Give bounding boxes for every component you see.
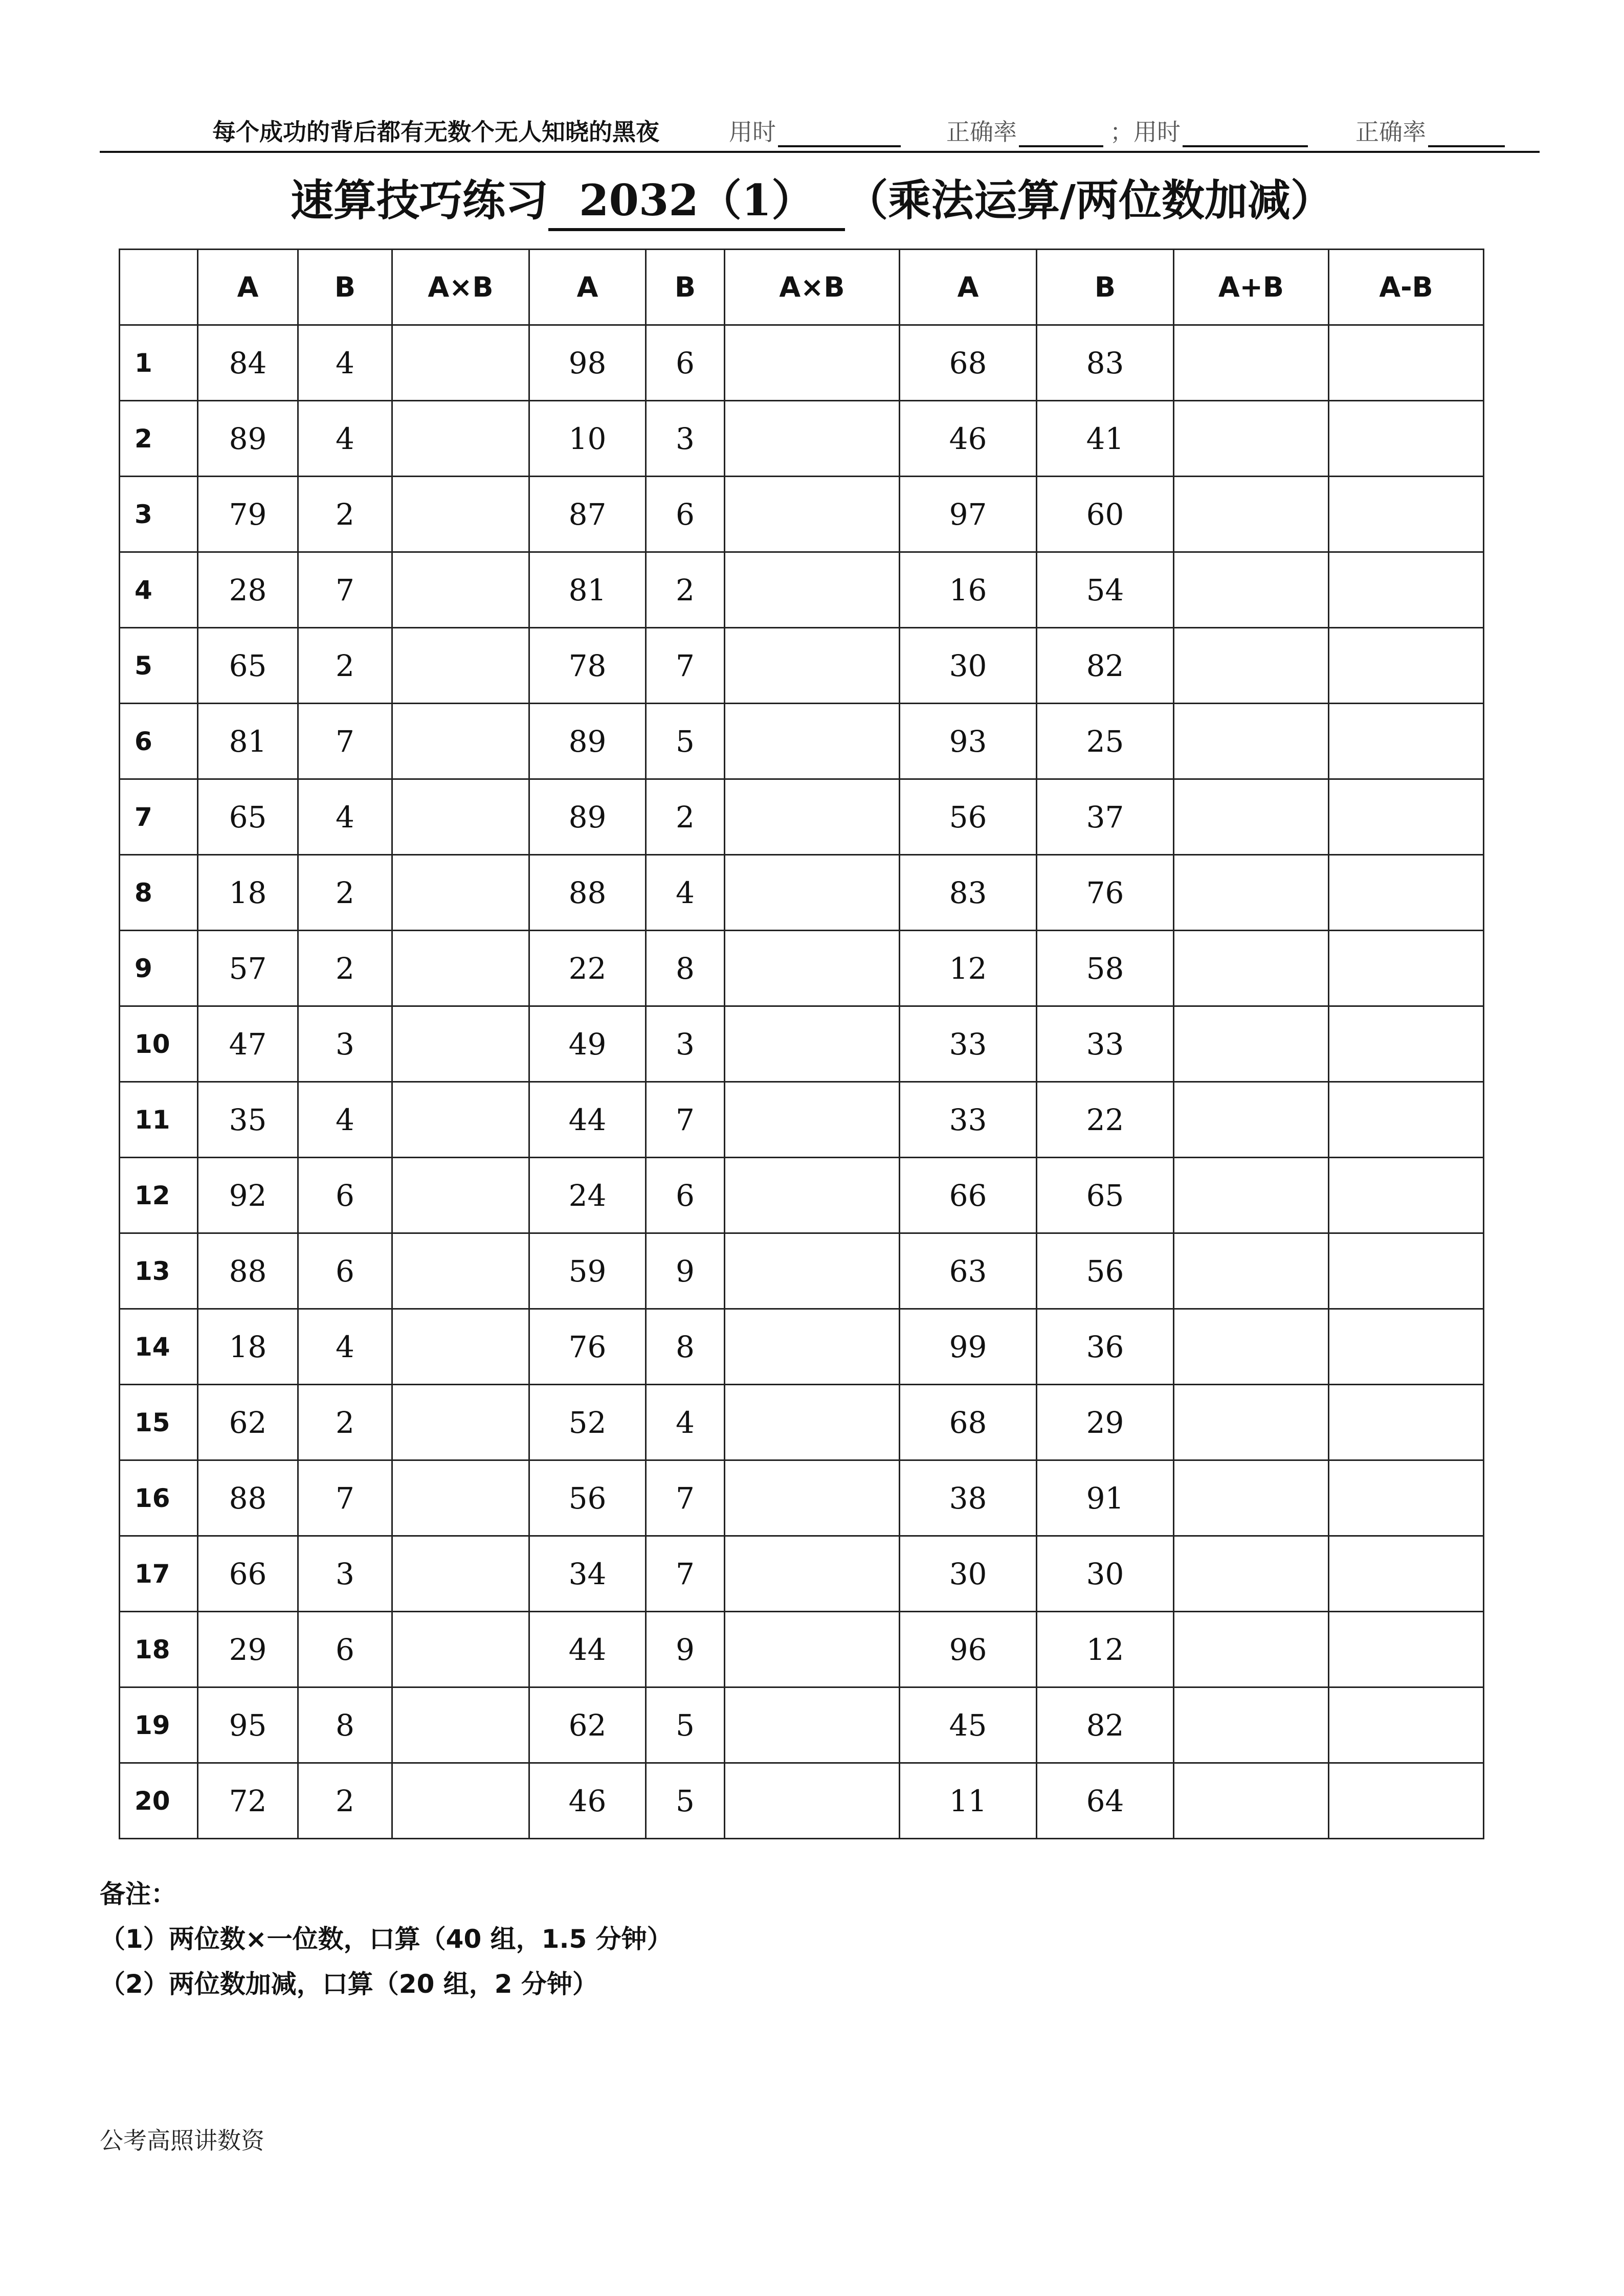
title-code: 2032（1） xyxy=(548,166,845,231)
table-row xyxy=(120,1460,1484,1536)
answer-product-1-cell[interactable] xyxy=(392,552,529,628)
operand-cell: 4 xyxy=(298,325,392,401)
answer-difference-cell[interactable] xyxy=(1329,779,1484,855)
col-header: A xyxy=(529,250,646,325)
answer-sum-cell[interactable] xyxy=(1174,1460,1329,1536)
row-number: 8 xyxy=(120,855,198,931)
answer-product-1-cell[interactable] xyxy=(392,628,529,704)
row-number: 18 xyxy=(120,1612,198,1687)
operand-cell: 72 xyxy=(198,1763,298,1839)
operand-cell: 4 xyxy=(646,855,725,931)
time-blank-2[interactable] xyxy=(1183,123,1308,147)
table-row xyxy=(120,1082,1484,1158)
answer-sum-cell[interactable] xyxy=(1174,1158,1329,1233)
answer-difference-cell[interactable] xyxy=(1329,1006,1484,1082)
operand-cell: 7 xyxy=(298,704,392,779)
table-row xyxy=(120,628,1484,704)
answer-product-2-cell[interactable] xyxy=(725,477,900,552)
operand-cell: 6 xyxy=(298,1612,392,1687)
operand-cell: 2 xyxy=(298,1763,392,1839)
operand-cell: 2 xyxy=(298,931,392,1006)
answer-product-2-cell[interactable] xyxy=(725,855,900,931)
operand-cell: 81 xyxy=(198,704,298,779)
answer-product-1-cell[interactable] xyxy=(392,1460,529,1536)
operand-cell: 29 xyxy=(1037,1385,1174,1460)
operand-cell: 66 xyxy=(900,1158,1037,1233)
row-number: 4 xyxy=(120,552,198,628)
table-header-row xyxy=(120,250,1484,325)
answer-product-2-cell[interactable] xyxy=(725,401,900,477)
answer-product-2-cell[interactable] xyxy=(725,1687,900,1763)
operand-cell: 8 xyxy=(298,1687,392,1763)
operand-cell: 89 xyxy=(529,704,646,779)
row-number: 20 xyxy=(120,1763,198,1839)
table-row xyxy=(120,1158,1484,1233)
operand-cell: 2 xyxy=(298,628,392,704)
operand-cell: 79 xyxy=(198,477,298,552)
table-row xyxy=(120,1763,1484,1839)
operand-cell: 62 xyxy=(198,1385,298,1460)
row-number: 7 xyxy=(120,779,198,855)
answer-difference-cell[interactable] xyxy=(1329,855,1484,931)
row-number: 9 xyxy=(120,931,198,1006)
operand-cell: 10 xyxy=(529,401,646,477)
operand-cell: 16 xyxy=(900,552,1037,628)
operand-cell: 82 xyxy=(1037,1687,1174,1763)
accuracy-label-1: 正确率 xyxy=(946,118,1017,146)
answer-product-1-cell[interactable] xyxy=(392,855,529,931)
answer-sum-cell[interactable] xyxy=(1174,1233,1329,1309)
operand-cell: 46 xyxy=(900,401,1037,477)
row-number: 6 xyxy=(120,704,198,779)
answer-sum-cell[interactable] xyxy=(1174,1385,1329,1460)
operand-cell: 30 xyxy=(900,1536,1037,1612)
answer-sum-cell[interactable] xyxy=(1174,401,1329,477)
answer-sum-cell[interactable] xyxy=(1174,552,1329,628)
operand-cell: 58 xyxy=(1037,931,1174,1006)
operand-cell: 4 xyxy=(298,779,392,855)
answer-product-2-cell[interactable] xyxy=(725,1006,900,1082)
operand-cell: 99 xyxy=(900,1309,1037,1385)
operand-cell: 7 xyxy=(646,1536,725,1612)
practice-table xyxy=(119,249,1484,1839)
answer-product-2-cell[interactable] xyxy=(725,931,900,1006)
answer-sum-cell[interactable] xyxy=(1174,779,1329,855)
accuracy-field-1 xyxy=(946,117,1103,147)
answer-difference-cell[interactable] xyxy=(1329,1612,1484,1687)
answer-difference-cell[interactable] xyxy=(1329,477,1484,552)
operand-cell: 34 xyxy=(529,1536,646,1612)
row-number: 3 xyxy=(120,477,198,552)
answer-sum-cell[interactable] xyxy=(1174,1763,1329,1839)
operand-cell: 7 xyxy=(646,1082,725,1158)
accuracy-blank-2[interactable] xyxy=(1428,123,1505,147)
table-row xyxy=(120,1233,1484,1309)
answer-product-1-cell[interactable] xyxy=(392,1385,529,1460)
answer-difference-cell[interactable] xyxy=(1329,552,1484,628)
operand-cell: 2 xyxy=(298,477,392,552)
answer-difference-cell[interactable] xyxy=(1329,401,1484,477)
operand-cell: 30 xyxy=(1037,1536,1174,1612)
answer-product-1-cell[interactable] xyxy=(392,1082,529,1158)
time-label-2: 用时 xyxy=(1133,118,1181,146)
header-divider xyxy=(100,151,1540,153)
answer-product-1-cell[interactable] xyxy=(392,325,529,401)
answer-sum-cell[interactable] xyxy=(1174,1309,1329,1385)
table-row xyxy=(120,704,1484,779)
operand-cell: 62 xyxy=(529,1687,646,1763)
answer-product-1-cell[interactable] xyxy=(392,931,529,1006)
operand-cell: 78 xyxy=(529,628,646,704)
answer-product-2-cell[interactable] xyxy=(725,1536,900,1612)
row-number: 10 xyxy=(120,1006,198,1082)
operand-cell: 56 xyxy=(1037,1233,1174,1309)
answer-product-1-cell[interactable] xyxy=(392,1536,529,1612)
answer-sum-cell[interactable] xyxy=(1174,931,1329,1006)
operand-cell: 88 xyxy=(529,855,646,931)
row-number: 1 xyxy=(120,325,198,401)
operand-cell: 3 xyxy=(646,401,725,477)
operand-cell: 24 xyxy=(529,1158,646,1233)
operand-cell: 8 xyxy=(646,931,725,1006)
notes-label: 备注： xyxy=(100,1879,176,1909)
answer-difference-cell[interactable] xyxy=(1329,1309,1484,1385)
operand-cell: 76 xyxy=(1037,855,1174,931)
operand-cell: 6 xyxy=(646,1158,725,1233)
table-row xyxy=(120,1612,1484,1687)
table-row xyxy=(120,401,1484,477)
table-row xyxy=(120,1687,1484,1763)
row-number: 15 xyxy=(120,1385,198,1460)
answer-sum-cell[interactable] xyxy=(1174,704,1329,779)
operand-cell: 8 xyxy=(646,1309,725,1385)
answer-product-2-cell[interactable] xyxy=(725,1763,900,1839)
operand-cell: 96 xyxy=(900,1612,1037,1687)
answer-product-1-cell[interactable] xyxy=(392,1006,529,1082)
note-line: （2）两位数加减，口算（20 组，2 分钟） xyxy=(100,1969,598,1999)
answer-product-2-cell[interactable] xyxy=(725,1233,900,1309)
operand-cell: 47 xyxy=(198,1006,298,1082)
answer-product-2-cell[interactable] xyxy=(725,1612,900,1687)
operand-cell: 12 xyxy=(1037,1612,1174,1687)
answer-sum-cell[interactable] xyxy=(1174,1006,1329,1082)
operand-cell: 7 xyxy=(298,1460,392,1536)
answer-product-1-cell[interactable] xyxy=(392,401,529,477)
answer-difference-cell[interactable] xyxy=(1329,931,1484,1006)
answer-product-2-cell[interactable] xyxy=(725,1082,900,1158)
table-row xyxy=(120,477,1484,552)
notes xyxy=(100,1872,673,2007)
operand-cell: 63 xyxy=(900,1233,1037,1309)
answer-product-1-cell[interactable] xyxy=(392,477,529,552)
table-row xyxy=(120,552,1484,628)
note-line: （1）两位数×一位数，口算（40 组，1.5 分钟） xyxy=(100,1924,673,1954)
accuracy-field-2 xyxy=(1355,117,1505,147)
operand-cell: 30 xyxy=(900,628,1037,704)
operand-cell: 6 xyxy=(646,477,725,552)
answer-product-1-cell[interactable] xyxy=(392,1158,529,1233)
accuracy-blank-1[interactable] xyxy=(1019,123,1103,147)
row-number: 14 xyxy=(120,1309,198,1385)
operand-cell: 54 xyxy=(1037,552,1174,628)
operand-cell: 37 xyxy=(1037,779,1174,855)
answer-product-1-cell[interactable] xyxy=(392,779,529,855)
answer-product-1-cell[interactable] xyxy=(392,1687,529,1763)
operand-cell: 65 xyxy=(198,628,298,704)
row-number: 11 xyxy=(120,1082,198,1158)
answer-product-2-cell[interactable] xyxy=(725,1460,900,1536)
answer-sum-cell[interactable] xyxy=(1174,477,1329,552)
col-header: A xyxy=(900,250,1037,325)
row-number: 12 xyxy=(120,1158,198,1233)
col-header: A-B xyxy=(1329,250,1484,325)
operand-cell: 76 xyxy=(529,1309,646,1385)
table-row xyxy=(120,779,1484,855)
answer-product-1-cell[interactable] xyxy=(392,1763,529,1839)
operand-cell: 95 xyxy=(198,1687,298,1763)
operand-cell: 65 xyxy=(1037,1158,1174,1233)
operand-cell: 33 xyxy=(900,1082,1037,1158)
answer-product-2-cell[interactable] xyxy=(725,779,900,855)
operand-cell: 3 xyxy=(298,1006,392,1082)
operand-cell: 64 xyxy=(1037,1763,1174,1839)
operand-cell: 87 xyxy=(529,477,646,552)
operand-cell: 9 xyxy=(646,1612,725,1687)
operand-cell: 81 xyxy=(529,552,646,628)
col-header: A+B xyxy=(1174,250,1329,325)
col-header xyxy=(120,250,198,325)
operand-cell: 12 xyxy=(900,931,1037,1006)
answer-sum-cell[interactable] xyxy=(1174,1687,1329,1763)
separator: ； xyxy=(1110,118,1133,146)
operand-cell: 97 xyxy=(900,477,1037,552)
operand-cell: 98 xyxy=(529,325,646,401)
time-blank-1[interactable] xyxy=(778,123,901,147)
operand-cell: 18 xyxy=(198,855,298,931)
operand-cell: 88 xyxy=(198,1233,298,1309)
answer-product-1-cell[interactable] xyxy=(392,704,529,779)
table-row xyxy=(120,1536,1484,1612)
answer-difference-cell[interactable] xyxy=(1329,1233,1484,1309)
answer-difference-cell[interactable] xyxy=(1329,628,1484,704)
footer-text: 公考高照讲数资 xyxy=(100,2127,264,2154)
answer-product-2-cell[interactable] xyxy=(725,552,900,628)
answer-difference-cell[interactable] xyxy=(1329,1536,1484,1612)
operand-cell: 18 xyxy=(198,1309,298,1385)
col-header: A xyxy=(198,250,298,325)
operand-cell: 45 xyxy=(900,1687,1037,1763)
operand-cell: 84 xyxy=(198,325,298,401)
row-number: 2 xyxy=(120,401,198,477)
answer-difference-cell[interactable] xyxy=(1329,1460,1484,1536)
row-number: 17 xyxy=(120,1536,198,1612)
operand-cell: 44 xyxy=(529,1612,646,1687)
table-row xyxy=(120,1006,1484,1082)
operand-cell: 6 xyxy=(298,1158,392,1233)
operand-cell: 6 xyxy=(298,1233,392,1309)
col-header: B xyxy=(1037,250,1174,325)
operand-cell: 56 xyxy=(900,779,1037,855)
operand-cell: 4 xyxy=(646,1385,725,1460)
title-suffix: （乘法运算/两位数加减） xyxy=(845,175,1333,226)
operand-cell: 4 xyxy=(298,401,392,477)
answer-product-1-cell[interactable] xyxy=(392,1233,529,1309)
operand-cell: 59 xyxy=(529,1233,646,1309)
operand-cell: 5 xyxy=(646,704,725,779)
answer-sum-cell[interactable] xyxy=(1174,1536,1329,1612)
operand-cell: 82 xyxy=(1037,628,1174,704)
operand-cell: 65 xyxy=(198,779,298,855)
operand-cell: 35 xyxy=(198,1082,298,1158)
answer-product-2-cell[interactable] xyxy=(725,628,900,704)
answer-difference-cell[interactable] xyxy=(1329,1158,1484,1233)
table-row xyxy=(120,1309,1484,1385)
operand-cell: 2 xyxy=(298,855,392,931)
operand-cell: 5 xyxy=(646,1763,725,1839)
answer-product-2-cell[interactable] xyxy=(725,1158,900,1233)
operand-cell: 56 xyxy=(529,1460,646,1536)
time-label-1: 用时 xyxy=(729,118,776,146)
accuracy-label-2: 正确率 xyxy=(1355,118,1426,146)
title-prefix: 速算技巧练习 xyxy=(291,175,549,226)
operand-cell: 57 xyxy=(198,931,298,1006)
operand-cell: 83 xyxy=(1037,325,1174,401)
row-number: 16 xyxy=(120,1460,198,1536)
page-header xyxy=(100,117,1524,147)
operand-cell: 60 xyxy=(1037,477,1174,552)
table-row xyxy=(120,855,1484,931)
answer-product-2-cell[interactable] xyxy=(725,704,900,779)
operand-cell: 3 xyxy=(646,1006,725,1082)
answer-difference-cell[interactable] xyxy=(1329,1385,1484,1460)
answer-product-2-cell[interactable] xyxy=(725,325,900,401)
table-row xyxy=(120,325,1484,401)
operand-cell: 4 xyxy=(298,1082,392,1158)
operand-cell: 89 xyxy=(529,779,646,855)
answer-sum-cell[interactable] xyxy=(1174,325,1329,401)
operand-cell: 2 xyxy=(646,779,725,855)
col-header: A×B xyxy=(392,250,529,325)
operand-cell: 83 xyxy=(900,855,1037,931)
operand-cell: 36 xyxy=(1037,1309,1174,1385)
operand-cell: 68 xyxy=(900,325,1037,401)
time-field-1 xyxy=(729,117,901,147)
col-header: A×B xyxy=(725,250,900,325)
operand-cell: 22 xyxy=(1037,1082,1174,1158)
operand-cell: 29 xyxy=(198,1612,298,1687)
operand-cell: 22 xyxy=(529,931,646,1006)
row-number: 19 xyxy=(120,1687,198,1763)
operand-cell: 2 xyxy=(646,552,725,628)
answer-difference-cell[interactable] xyxy=(1329,1763,1484,1839)
operand-cell: 66 xyxy=(198,1536,298,1612)
operand-cell: 68 xyxy=(900,1385,1037,1460)
answer-difference-cell[interactable] xyxy=(1329,1082,1484,1158)
operand-cell: 46 xyxy=(529,1763,646,1839)
operand-cell: 11 xyxy=(900,1763,1037,1839)
table-row xyxy=(120,931,1484,1006)
operand-cell: 25 xyxy=(1037,704,1174,779)
col-header: B xyxy=(646,250,725,325)
answer-sum-cell[interactable] xyxy=(1174,1082,1329,1158)
time-field-2 xyxy=(1110,117,1308,147)
operand-cell: 89 xyxy=(198,401,298,477)
operand-cell: 91 xyxy=(1037,1460,1174,1536)
operand-cell: 93 xyxy=(900,704,1037,779)
answer-sum-cell[interactable] xyxy=(1174,1612,1329,1687)
operand-cell: 4 xyxy=(298,1309,392,1385)
operand-cell: 9 xyxy=(646,1233,725,1309)
page-title xyxy=(0,166,1624,231)
operand-cell: 52 xyxy=(529,1385,646,1460)
answer-difference-cell[interactable] xyxy=(1329,325,1484,401)
operand-cell: 7 xyxy=(646,1460,725,1536)
answer-difference-cell[interactable] xyxy=(1329,1687,1484,1763)
operand-cell: 49 xyxy=(529,1006,646,1082)
operand-cell: 92 xyxy=(198,1158,298,1233)
operand-cell: 33 xyxy=(1037,1006,1174,1082)
answer-product-1-cell[interactable] xyxy=(392,1612,529,1687)
operand-cell: 33 xyxy=(900,1006,1037,1082)
answer-difference-cell[interactable] xyxy=(1329,704,1484,779)
operand-cell: 44 xyxy=(529,1082,646,1158)
operand-cell: 2 xyxy=(298,1385,392,1460)
operand-cell: 5 xyxy=(646,1687,725,1763)
answer-product-2-cell[interactable] xyxy=(725,1309,900,1385)
answer-sum-cell[interactable] xyxy=(1174,628,1329,704)
table-row xyxy=(120,1385,1484,1460)
operand-cell: 6 xyxy=(646,325,725,401)
operand-cell: 3 xyxy=(298,1536,392,1612)
answer-sum-cell[interactable] xyxy=(1174,855,1329,931)
answer-product-2-cell[interactable] xyxy=(725,1385,900,1460)
answer-product-1-cell[interactable] xyxy=(392,1309,529,1385)
operand-cell: 28 xyxy=(198,552,298,628)
col-header: B xyxy=(298,250,392,325)
operand-cell: 7 xyxy=(298,552,392,628)
header-motto: 每个成功的背后都有无数个无人知晓的黑夜 xyxy=(212,118,659,146)
row-number: 5 xyxy=(120,628,198,704)
operand-cell: 88 xyxy=(198,1460,298,1536)
operand-cell: 41 xyxy=(1037,401,1174,477)
operand-cell: 38 xyxy=(900,1460,1037,1536)
row-number: 13 xyxy=(120,1233,198,1309)
operand-cell: 7 xyxy=(646,628,725,704)
